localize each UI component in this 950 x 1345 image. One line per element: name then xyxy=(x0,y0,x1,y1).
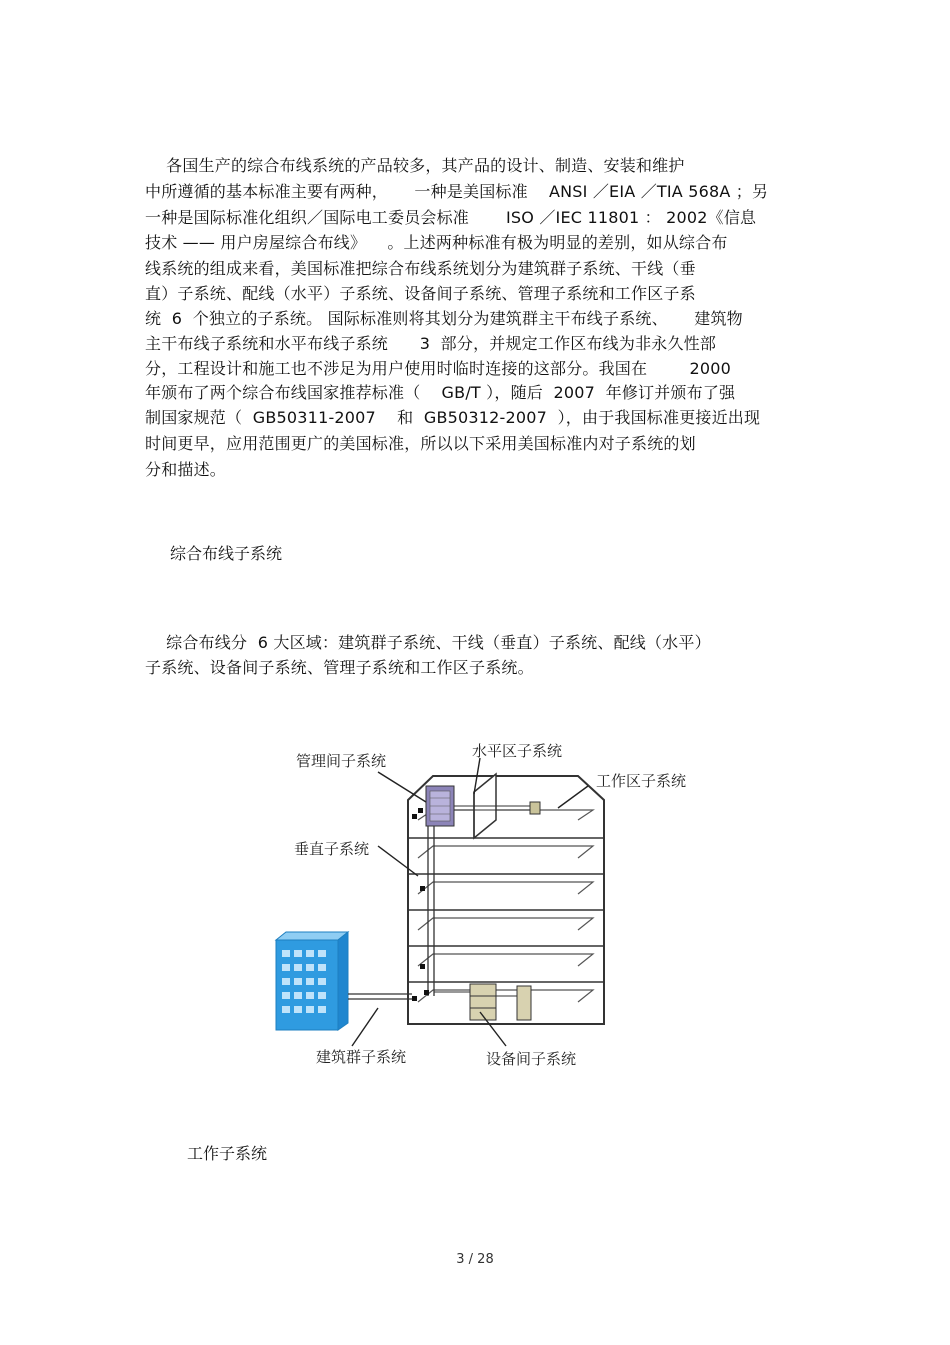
text-line: 制国家规范（ GB50311-2007 和 GB50312-2007 ），由于我国标准更接近出现 xyxy=(145,408,761,427)
text-line: 线系统的组成来看，美国标准把综合布线系统划分为建筑群子系统、干线（垂 xyxy=(145,259,696,278)
campus-link-cable xyxy=(348,994,412,999)
connector-blocks xyxy=(412,808,429,1001)
text-line: 主干布线子系统和水平布线子系统 3 部分，并规定工作区布线为非永久性部 xyxy=(145,334,717,353)
text-line: 年颁布了两个综合布线国家推荐标准（ GB/T ），随后 2007 年修订并颁布了强 xyxy=(145,383,736,402)
text-line: 子系统、设备间子系统、管理子系统和工作区子系统。 xyxy=(145,658,534,677)
label-horizontal-subsystem: 水平区子系统 xyxy=(472,742,563,760)
label-campus-subsystem: 建筑群子系统 xyxy=(316,1048,407,1066)
text-line: 技术 —— 用户房屋综合布线》 。上述两种标准有极为明显的差别，如从综合布 xyxy=(145,233,728,252)
label-vertical-subsystem: 垂直子系统 xyxy=(294,840,370,858)
text-line: 中所遵循的基本标准主要有两种， 一种是美国标准 ANSI ／EIA ／TIA 568A ；另 xyxy=(145,182,769,201)
text-line: 各国生产的综合布线系统的产品较多，其产品的设计、制造、安装和维护 xyxy=(145,156,685,175)
label-equipment-subsystem: 设备间子系统 xyxy=(486,1050,577,1068)
text-line: 分和描述。 xyxy=(145,460,227,479)
text-line: 综合布线分 6 大区域：建筑群子系统、干线（垂直）子系统、配线（水平） xyxy=(145,633,711,652)
work-area-outlet xyxy=(530,802,540,814)
cabling-subsystems-diagram xyxy=(268,728,706,1076)
label-management-subsystem: 管理间子系统 xyxy=(296,752,387,770)
section-heading: 综合布线子系统 xyxy=(170,544,283,563)
text-line: 时间更早，应用范围更广的美国标准，所以以下采用美国标准内对子系统的划 xyxy=(145,434,696,453)
horizontal-zone-box xyxy=(454,774,536,838)
management-cabinet xyxy=(426,786,454,826)
text-line: 一种是国际标准化组织／国际电工委员会标准 ISO ／IEC 11801 ： 2002《信息 xyxy=(145,208,757,227)
section-heading: 工作子系统 xyxy=(187,1144,268,1163)
page-number: 3 / 28 xyxy=(456,1252,494,1267)
text-line: 统 6 个独立的子系统。 国际标准则将其划分为建筑群主干布线子系统、 建筑物 xyxy=(145,309,743,328)
label-work-area-subsystem: 工作区子系统 xyxy=(596,772,687,790)
campus-building xyxy=(276,932,348,1030)
text-line: 分，工程设计和施工也不涉足为用户使用时临时连接的这部分。我国在 2000 xyxy=(145,359,732,378)
text-line: 直）子系统、配线（水平）子系统、设备间子系统、管理子系统和工作区子系 xyxy=(145,284,696,303)
floor-planes xyxy=(418,810,593,1002)
